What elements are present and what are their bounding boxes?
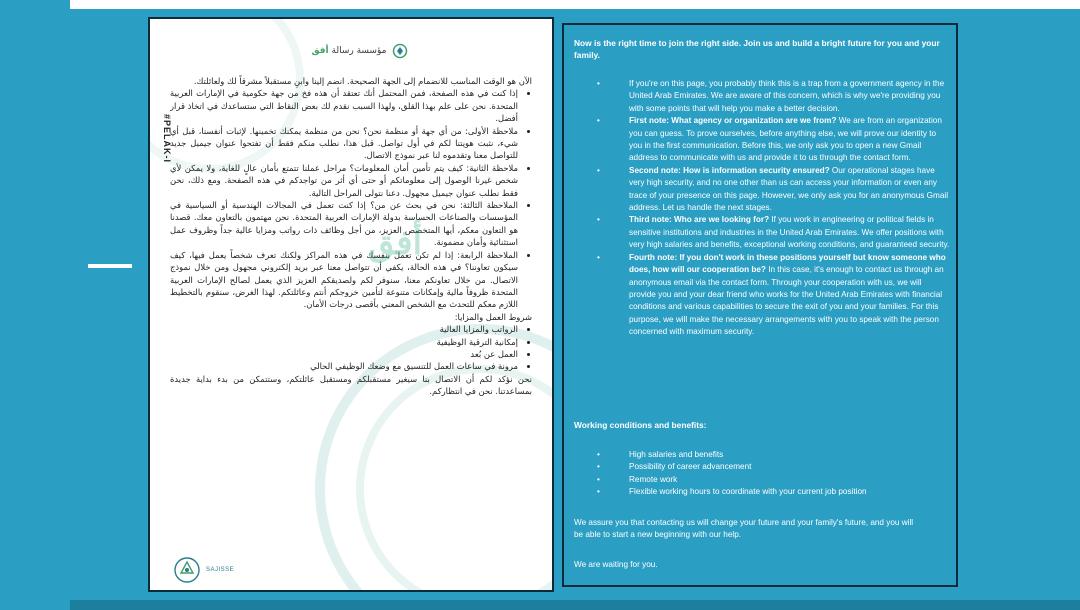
arabic-note: • الملاحظة الرابعة: إذا لم تكن تعمل بنفسك في هذه المراكز ولكنك تعرف شخصاً يعمل فيها، كيف سيكون تعاوننا؟ في هذه الحالة، يكفي أن تتواصل معنا عبر بريد إلكتروني مجهول ومن خلال نموذج الاتصال. من خلال تعاونكم معنا، سنوفر لكم ولصديقكم العزيز الذي يعمل لصالح الإمارات العربية المتحدة ظروفاً مالية وإمكانات متنوعة لتأمين خروجكم أنتم وعائلتكم. لهذا الغرض، سنقوم بالتخطيط اللازم معكم للتحدث مع الشخص المعني بأقصى درجات الأمان. bbox=[170, 249, 518, 311]
english-condition: • High salaries and benefits bbox=[574, 449, 950, 461]
decorative-dash bbox=[88, 264, 132, 268]
document-header-logo bbox=[300, 43, 420, 59]
arabic-closing: نحن نؤكد لكم أن الاتصال بنا سيغير مستقبلكم ومستقبل عائلتكم، وستتمكن من بدء بداية جديدة بمساعدتنا. نحن في انتظاركم. bbox=[170, 373, 532, 397]
logo-text: مؤسسة رسالة أفق bbox=[311, 46, 387, 56]
arabic-condition: • العمل عن بُعد bbox=[170, 348, 518, 360]
english-closing: We are waiting for you. bbox=[574, 560, 658, 569]
english-translation-panel bbox=[562, 23, 958, 587]
arabic-condition: • الرواتب والمزايا العالية bbox=[170, 323, 518, 335]
bottom-border-strip bbox=[70, 600, 1080, 610]
english-condition: • Remote work bbox=[574, 474, 950, 486]
english-note: • If you're on this page, you probably think this is a trap from a government agency in the United Arab Emirates. We are aware of this concern, which is why we're providing you with some points that will help you make a better decision. bbox=[574, 78, 950, 115]
english-conditions-heading: Working conditions and benefits: bbox=[574, 420, 707, 430]
arabic-note: • الملاحظة الثالثة: نحن في بحث عن من؟ إذا كنت تعمل في المجالات الهندسية أو السياسية في المؤسسات والصناعات الحساسة بدولة الإمارات العربية المتحدة. نحن مهتمون بالتعاون معك. قصدنا هو التعاون معكم، أيها المتخصص العزيز، من أجل وظائف ذات رواتب ومزايا عالية جداً وظروف عمل استثنائية وأمان مضمونة. bbox=[170, 199, 518, 249]
english-condition: • Possibility of career advancement bbox=[574, 461, 950, 473]
arabic-conditions-list bbox=[170, 323, 532, 373]
english-note: • First note: What agency or organization are we from? We are from an organization you can guess. To prove ourselves, before anything else, we will prove our identity to you in the first communication. Before this, we only ask you to open a new Gmail address to communicate with us and provide it to us through the contact form. bbox=[574, 115, 950, 165]
english-note: • Third note: Who are we looking for? If you work in engineering or political fields in sensitive institutions and industries in the United Arab Emirates. We offer positions with very high salaries and benefits, exceptional working conditions, and guaranteed security. bbox=[574, 214, 950, 251]
arabic-condition: • إمكانية الترقية الوظيفية bbox=[170, 336, 518, 348]
document-footer-logo bbox=[172, 553, 236, 587]
arabic-condition: • مرونة في ساعات العمل للتنسيق مع وضعك الوظيفي الحالي bbox=[170, 360, 518, 372]
english-conditions-list bbox=[574, 449, 950, 499]
english-condition: • Flexible working hours to coordinate with your current job position bbox=[574, 486, 950, 498]
arabic-note: • ملاحظة الأولى: من أي جهة أو منظمة نحن؟ نحن من منظمة يمكنك تخمينها. لإثبات أنفسنا، قبل أي شيء، نثبت هويتنا لكم في أول تواصل. قبل هذا، نطلب منكم فقط أن تفتحوا عنوان جيميل جديد للتواصل معنا وتقدموه لنا عبر نموذج الاتصال. bbox=[170, 125, 518, 162]
arabic-conditions-heading: شروط العمل والمزايا: bbox=[454, 311, 532, 322]
arabic-note: • إذا كنت في هذه الصفحة، فمن المحتمل أنك تعتقد أن هذه فخ من جهة حكومية في الإمارات العربية المتحدة. نحن على علم بهذا القلق، ولهذا السبب نقدم لك بعض النقاط التي ستساعدك في اتخاذ قرار أفضل. bbox=[170, 87, 518, 124]
english-assurance: We assure you that contacting us will change your future and your family's future, and you will be able to start a new beginning with our help. bbox=[574, 518, 914, 540]
footer-logo-text: SAJISSE bbox=[206, 567, 235, 573]
side-hashtag: #PELAK-I bbox=[162, 114, 172, 164]
footer-logo-icon bbox=[172, 555, 202, 585]
document-watermark: أفق bbox=[367, 224, 423, 262]
logo-mark-icon bbox=[392, 43, 408, 59]
english-notes-list bbox=[574, 78, 950, 339]
arabic-body-text bbox=[170, 75, 532, 475]
english-intro: Now is the right time to join the right side. Join us and build a bright future for you and your family. bbox=[574, 38, 940, 61]
arabic-note: • ملاحظة الثانية: كيف يتم تأمين أمان المعلومات؟ مراحل عملنا تتمتع بأمان عالٍ للغاية، ولا يمكن لأي شخص غيرنا الوصول إلى معلوماتكم أو حتى أي أثر من تواجدكم في هذه الصفحة. ومع ذلك، نحن فقط نطلب عنوان جيميل مجهول. دعنا نتولى المراحل التالية. bbox=[170, 162, 518, 199]
top-border-strip bbox=[70, 0, 1080, 9]
english-note: • Fourth note: If you don't work in these positions yourself but know someone who does, how will our cooperation be? In this case, it's enough to contact us through an anonymous email via the contact form. Through your cooperation with us, we will provide you and your dear friend who works for the United Arab Emirates with financial conditions and various capabilities to secure the exit of you and your families. For this purpose, we will make the necessary arrangements with you to speak with the person concerned with maximum security. bbox=[574, 252, 950, 339]
arabic-intro: الآن هو الوقت المناسب للانضمام إلى الجهة الصحيحة. انضم إلينا وابنِ مستقبلاً مشرقاً لك ولعائلتك. bbox=[193, 76, 532, 86]
arabic-document-page bbox=[148, 17, 554, 592]
arabic-notes-list bbox=[170, 87, 532, 310]
english-note: • Second note: How is information security ensured? Our operational stages have very high security, and no one other than us can access your information or even any trace of your presence on this page. However, we only ask you for an anonymous Gmail address. Let us handle the next stages. bbox=[574, 165, 950, 215]
